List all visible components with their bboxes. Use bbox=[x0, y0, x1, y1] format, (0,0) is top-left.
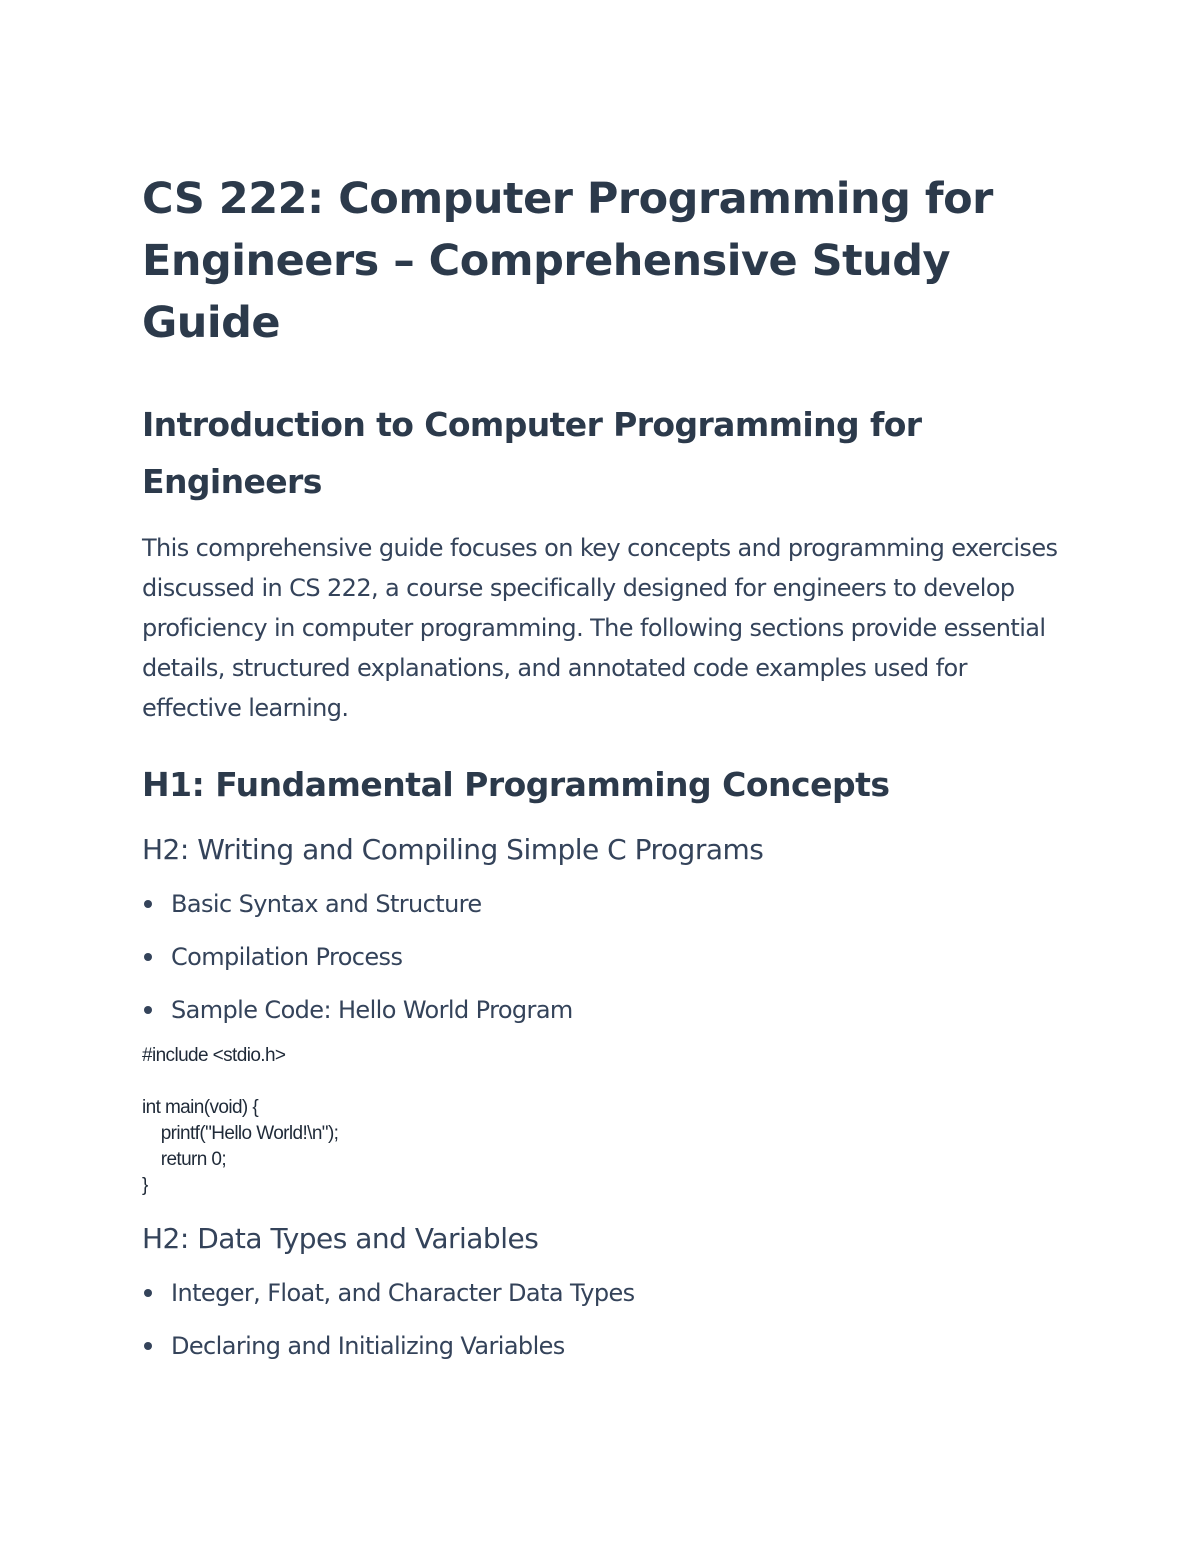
list-item bbox=[142, 937, 1062, 977]
bullet-icon bbox=[144, 1289, 152, 1297]
intro-heading: Introduction to Computer Programming for Engineers bbox=[142, 405, 922, 501]
code-line bbox=[142, 1069, 1062, 1095]
list-item bbox=[142, 990, 1062, 1030]
bullet-icon bbox=[144, 953, 152, 961]
code-line: } bbox=[142, 1175, 148, 1196]
data-types-list bbox=[142, 1273, 1062, 1366]
code-line: return 0; bbox=[142, 1149, 227, 1170]
fundamentals-heading: H1: Fundamental Programming Concepts bbox=[142, 765, 890, 804]
code-line: #include <stdio.h> bbox=[142, 1045, 286, 1066]
list-item-text: Sample Code: Hello World Program bbox=[171, 996, 573, 1024]
list-item-text: Compilation Process bbox=[171, 943, 403, 971]
bullet-icon bbox=[144, 1342, 152, 1350]
writing-compiling-list bbox=[142, 884, 1062, 1030]
bullet-icon bbox=[144, 1006, 152, 1014]
data-types-heading: H2: Data Types and Variables bbox=[142, 1222, 539, 1255]
list-item-text: Integer, Float, and Character Data Types bbox=[171, 1279, 635, 1307]
hello-world-code bbox=[142, 1043, 1062, 1199]
code-line: printf("Hello World!\n"); bbox=[142, 1123, 339, 1144]
writing-compiling-heading: H2: Writing and Compiling Simple C Programs bbox=[142, 833, 764, 866]
list-item bbox=[142, 884, 1062, 924]
list-item-text: Basic Syntax and Structure bbox=[171, 890, 482, 918]
document-page bbox=[142, 168, 1062, 1379]
intro-paragraph: This comprehensive guide focuses on key concepts and programming exercises discussed in CS 222, a course specifically designed for engineers to develop proficiency in computer programming. The following sections provide essential details, structured explanations, and annotated code examples used for effective learning. bbox=[142, 534, 1058, 722]
list-item-text: Declaring and Initializing Variables bbox=[171, 1332, 565, 1360]
document-title: CS 222: Computer Programming for Engineers – Comprehensive Study Guide bbox=[142, 174, 993, 348]
list-item bbox=[142, 1326, 1062, 1366]
code-line: int main(void) { bbox=[142, 1097, 259, 1118]
list-item bbox=[142, 1273, 1062, 1313]
bullet-icon bbox=[144, 900, 152, 908]
